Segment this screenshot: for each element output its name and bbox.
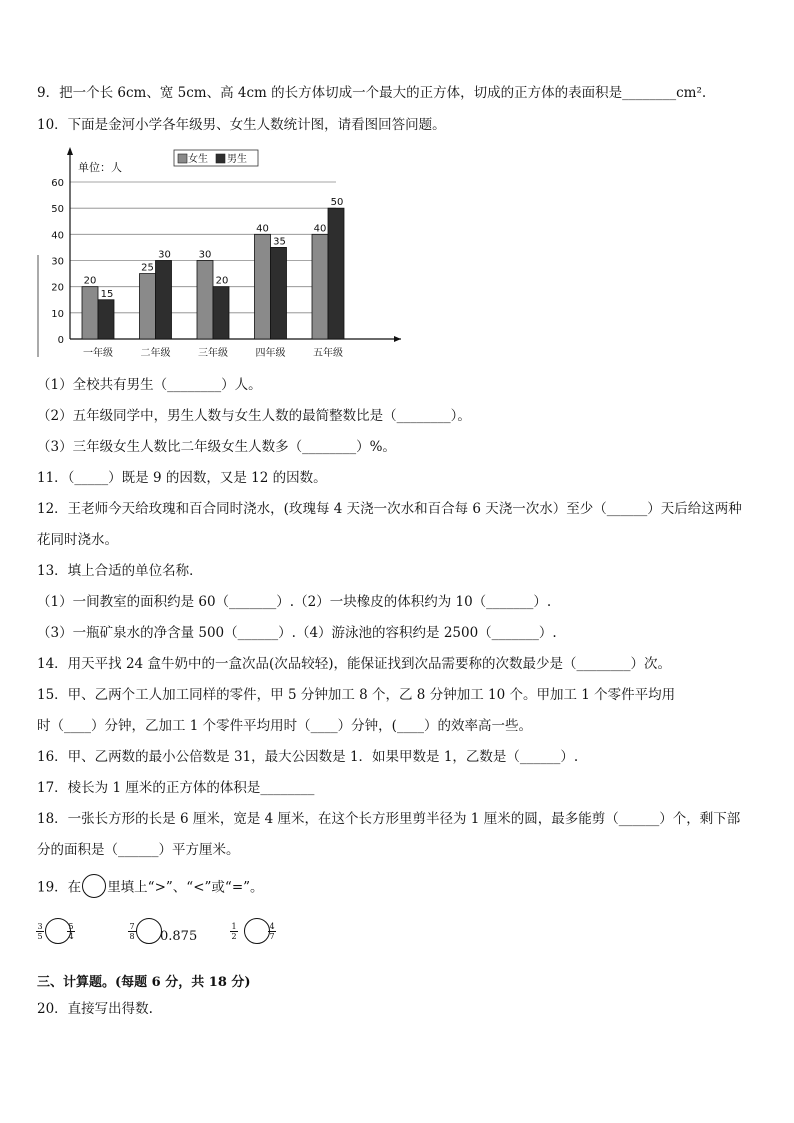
bar-female	[82, 287, 98, 339]
data-label: 20	[83, 275, 97, 287]
bar-female	[312, 234, 328, 339]
question-19	[37, 878, 264, 898]
question-20: 20．直接写出得数.	[37, 1001, 153, 1017]
unit-label: 单位：人	[78, 161, 122, 174]
section-3-heading: 三、计算题。(每题 6 分，共 18 分)	[37, 975, 251, 990]
data-label: 25	[141, 262, 154, 274]
question-18-line-1: 18．一张长方形的长是 6 厘米，宽是 4 厘米，在这个长方形里剪半径为 1 厘米的圆，最多能剪（______）个，剩下部	[37, 811, 741, 827]
bar-male	[98, 300, 114, 339]
question-15-line-2: 时（____）分钟，乙加工 1 个零件平均用时（____）分钟，(____）的效率高一些。	[37, 718, 532, 734]
question-18-line-2: 分的面积是（______）平方厘米。	[37, 842, 240, 858]
y-tick-label: 60	[51, 178, 64, 189]
data-label: 40	[256, 223, 269, 235]
question-14: 14．用天平找 24 盒牛奶中的一盒次品(次品较轻)，能保证找到次品需要称的次数最少是（________）次。	[37, 656, 671, 672]
fraction-denominator: 7	[269, 932, 275, 941]
data-label: 30	[158, 249, 171, 261]
x-axis-arrow	[394, 336, 401, 342]
data-label: 15	[100, 288, 114, 300]
question-12-line-2: 花同时浇水。	[37, 532, 118, 548]
legend-swatch-female	[178, 154, 187, 163]
fraction-right-3	[268, 922, 276, 941]
legend-label-male: 男生	[227, 154, 247, 165]
y-tick-label: 20	[51, 282, 64, 294]
x-tick-label: 五年级	[313, 348, 343, 359]
question-11: 11．（_____）既是 9 的因数，又是 12 的因数。	[37, 470, 327, 486]
question-16: 16．甲、乙两数的最小公倍数是 31，最大公因数是 1．如果甲数是 1，乙数是（______）.	[37, 749, 579, 765]
fraction-numerator: 4	[269, 922, 275, 931]
fraction-numerator: 1	[231, 922, 237, 931]
question-9: 9．把一个长 6cm、宽 5cm、高 4cm 的长方体切成一个最大的正方体，切成的正方体的表面积是________cm².	[37, 85, 707, 101]
fraction-numerator: 7	[129, 922, 135, 931]
fraction-denominator: 8	[129, 932, 135, 941]
question-15-line-1: 15．甲、乙两个工人加工同样的零件，甲 5 分钟加工 8 个，乙 8 分钟加工 10 个。甲加工 1 个零件平均用	[37, 687, 676, 703]
question-13-a: （1）一间教室的面积约是 60（_______）.（2）一块橡皮的体积约为 10（_______）.	[37, 594, 552, 610]
circle-icon	[82, 874, 106, 898]
y-tick-label: 50	[51, 204, 64, 216]
fraction-denominator: 5	[37, 932, 43, 941]
data-label: 50	[330, 197, 344, 209]
fraction-numerator: 5	[68, 922, 74, 931]
question-19-prefix: 19．在	[37, 879, 82, 896]
legend-label-female: 女生	[188, 154, 208, 165]
question-17: 17．棱长为 1 厘米的正方体的体积是________	[37, 780, 315, 796]
fraction-left-2	[128, 922, 136, 941]
bar-female	[140, 274, 156, 339]
fraction-numerator: 3	[37, 922, 43, 931]
x-tick-label: 一年级	[83, 348, 113, 359]
y-tick-label: 10	[51, 308, 64, 320]
y-axis-arrow	[67, 147, 73, 155]
question-10-3: （3）三年级女生人数比二年级女生人数多（________）%。	[37, 439, 396, 455]
compare-circle-2[interactable]	[136, 918, 162, 944]
question-19-suffix: 里填上“>”、“<”或“=”。	[107, 879, 264, 896]
data-label: 30	[198, 249, 212, 261]
legend-swatch-male	[216, 154, 225, 163]
fraction-denominator: 2	[231, 932, 237, 941]
y-tick-label: 40	[51, 230, 64, 242]
fraction-left-3	[230, 922, 238, 941]
bar-female	[197, 261, 213, 340]
bar-female	[255, 234, 271, 339]
question-12-line-1: 12．王老师今天给玫瑰和百合同时浇水，(玫瑰每 4 天浇一次水和百合每 6 天浇一次水）至少（______）天后给这两种	[37, 501, 742, 517]
data-label: 20	[215, 275, 229, 287]
x-tick-label: 二年级	[140, 348, 171, 359]
x-tick-label: 四年级	[255, 348, 286, 359]
question-13: 13．填上合适的单位名称．	[37, 563, 203, 579]
fraction-left-1	[36, 922, 44, 941]
decimal-value: 0.875	[160, 929, 198, 944]
fraction-denominator: 4	[68, 932, 74, 941]
data-label: 40	[313, 223, 327, 235]
compare-circle-3[interactable]	[244, 918, 270, 944]
question-13-b: （3）一瓶矿泉水的净含量 500（______）.（4）游泳池的容积约是 2500（_______）.	[37, 625, 557, 641]
question-10-2: （2）五年级同学中，男生人数与女生人数的最简整数比是（________）。	[37, 408, 471, 424]
y-tick-label: 0	[57, 335, 64, 346]
bar-male	[213, 287, 229, 339]
bar-chart	[36, 145, 406, 365]
fraction-right-1	[67, 922, 75, 941]
bar-male	[328, 208, 344, 339]
x-tick-label: 三年级	[198, 348, 228, 359]
data-label: 35	[273, 236, 286, 248]
bar-male	[271, 247, 287, 339]
y-tick-label: 30	[51, 256, 64, 268]
question-10-1: （1）全校共有男生（________）人。	[37, 377, 262, 393]
bar-male	[156, 261, 172, 340]
question-10: 10．下面是金河小学各年级男、女生人数统计图，请看图回答问题。	[37, 117, 446, 133]
